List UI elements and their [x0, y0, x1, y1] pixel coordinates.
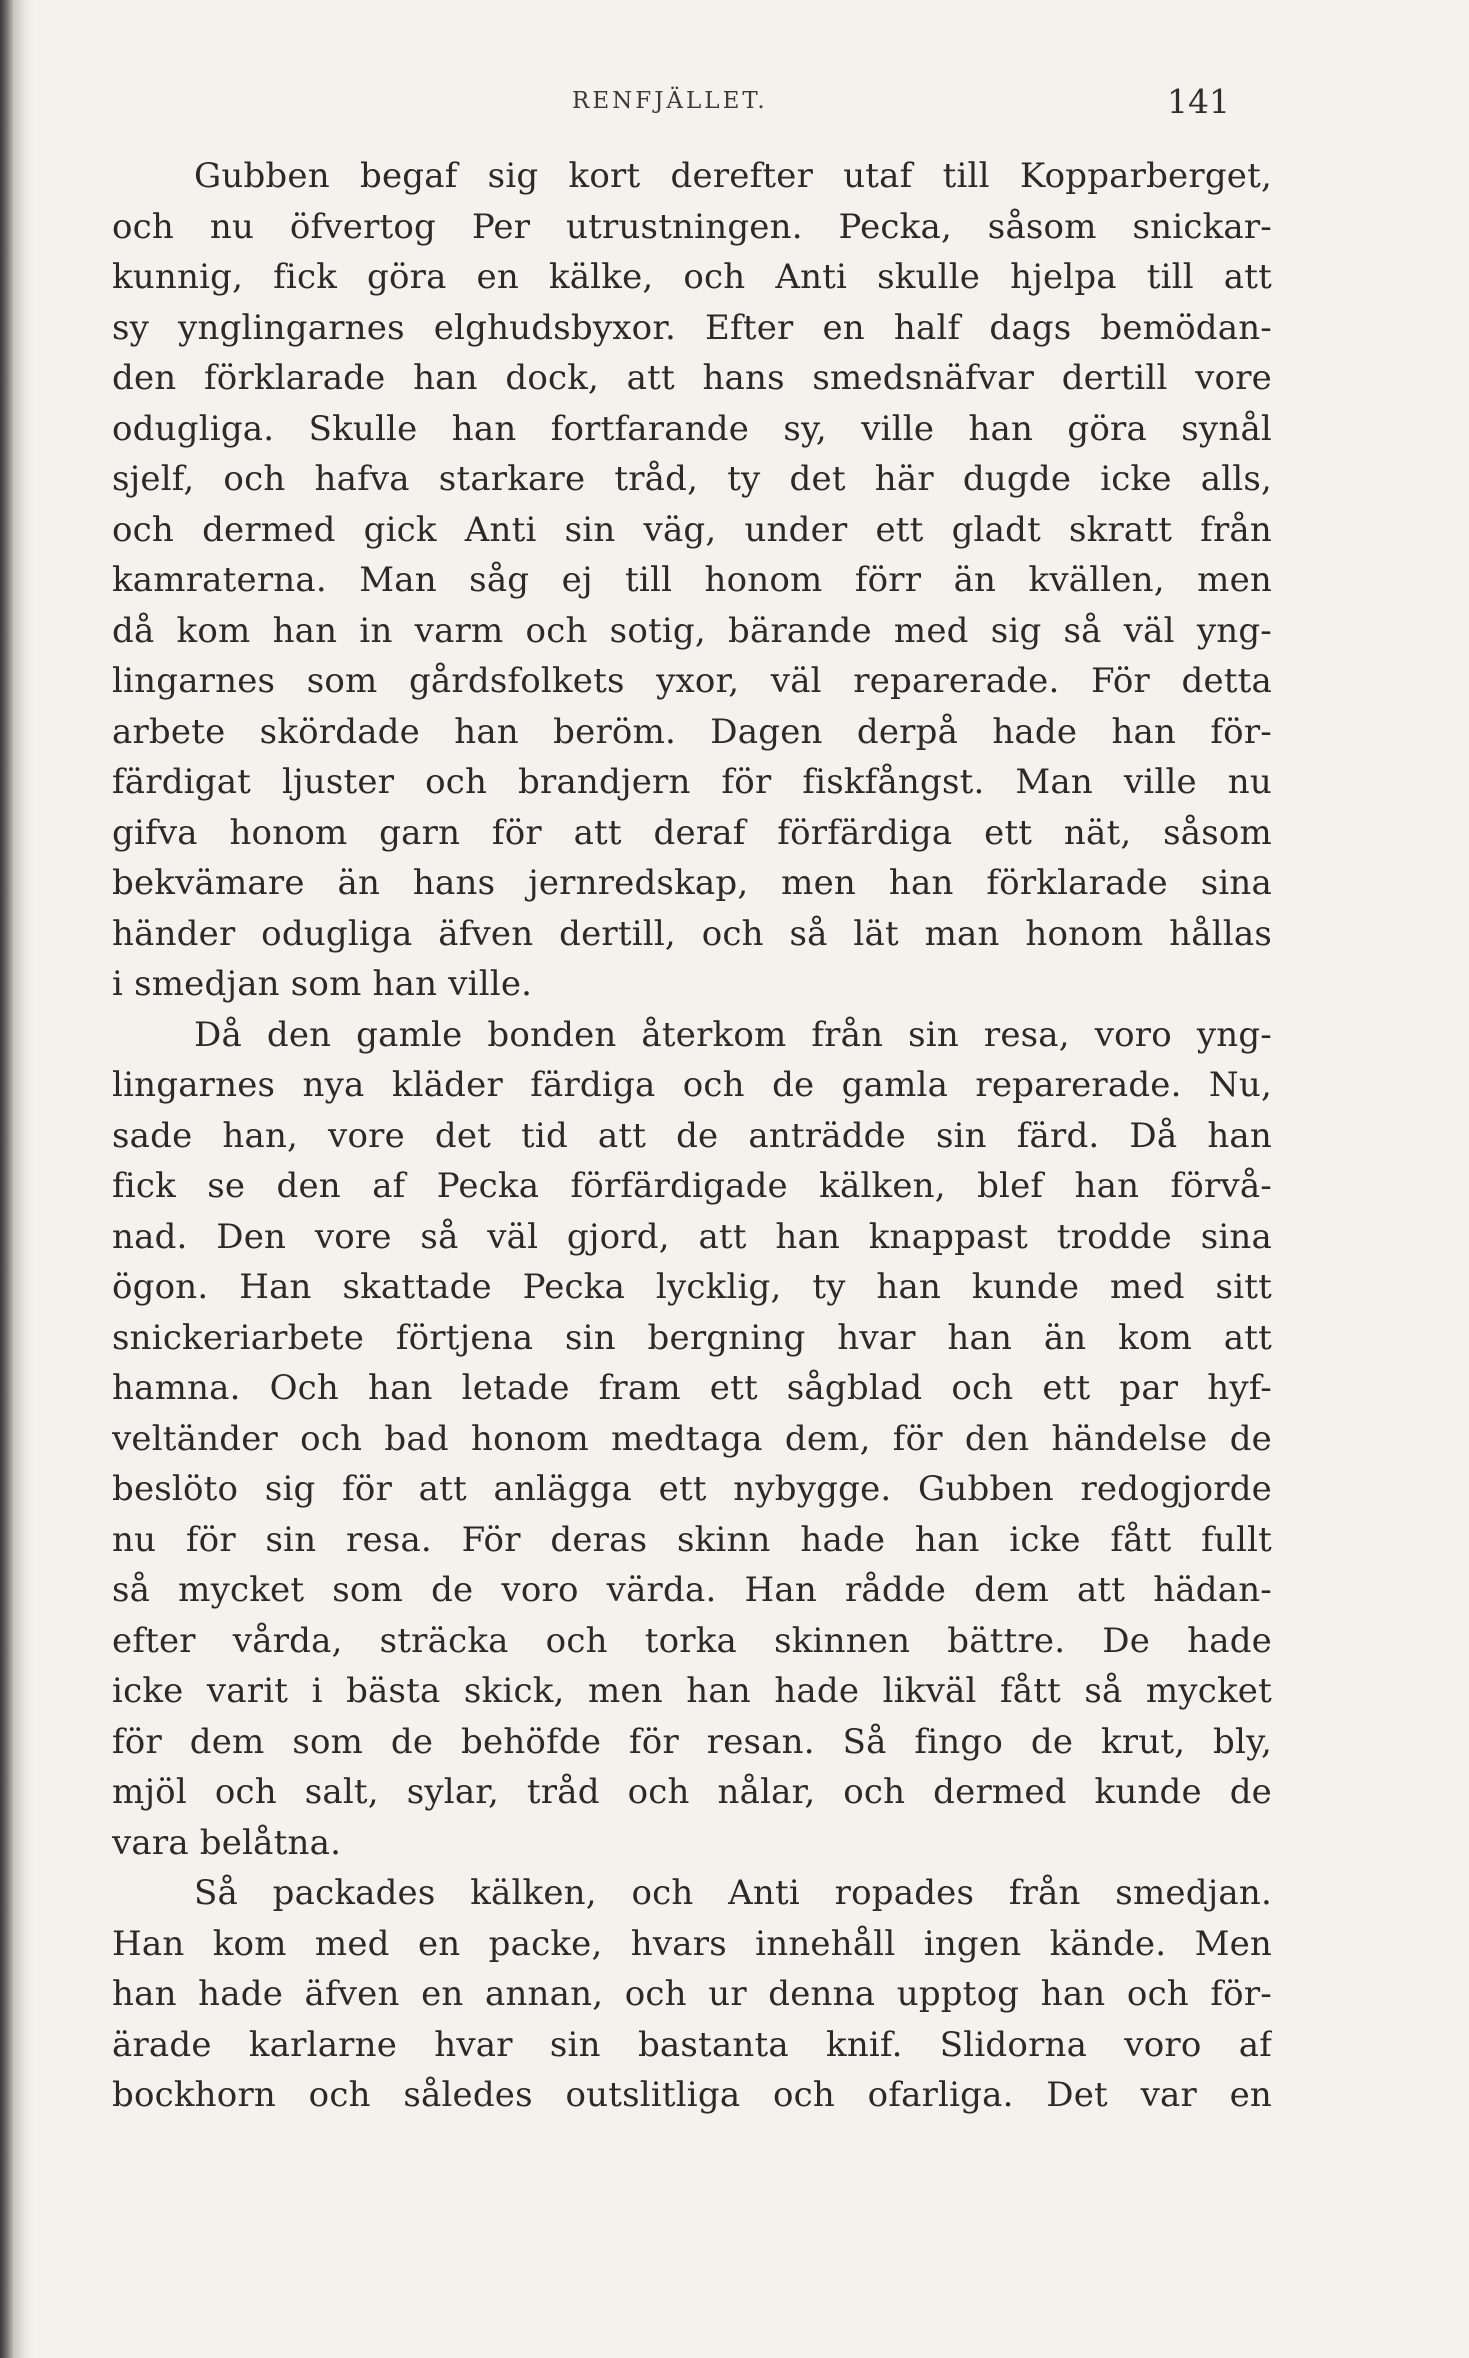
text-line: bekvämare än hans jernredskap, men han förklarade sina	[112, 863, 1272, 903]
text-line: snickeriarbete förtjena sin bergning hvar han än kom att	[112, 1317, 1272, 1358]
text-line: lingarnes som gårdsfolkets yxor, väl reparerade. För detta	[112, 661, 1272, 701]
text-line: vara belåtna.	[112, 1822, 342, 1863]
text-line: Då den gamle bonden återkom från sin resa, voro yng-	[194, 1014, 1272, 1055]
text-line: så mycket som de voro värda. Han rådde dem att hädan-	[112, 1570, 1272, 1610]
text-line: odugliga. Skulle han fortfarande sy, ville han göra synål	[112, 408, 1272, 449]
text-line: ögon. Han skattade Pecka lycklig, ty han kunde med sitt	[112, 1267, 1272, 1307]
text-line: för dem som de behöfde för resan. Så fingo de krut, bly,	[112, 1721, 1272, 1762]
text-line: färdigat ljuster och brandjern för fiskfångst. Man ville nu	[112, 762, 1272, 802]
text-line: bockhorn och således outslitliga och ofarliga. Det var en	[112, 2075, 1272, 2115]
text-line: icke varit i bästa skick, men han hade likväl fått så mycket	[112, 1671, 1272, 1711]
text-line: sade han, vore det tid att de anträdde sin färd. Då han	[112, 1115, 1272, 1156]
text-line: Så packades kälken, och Anti ropades från smedjan.	[194, 1873, 1272, 1913]
text-line: gifva honom garn för att deraf förfärdiga ett nät, såsom	[112, 812, 1272, 853]
text-line: han hade äfven en annan, och ur denna upptog han och för-	[112, 1974, 1272, 2014]
text-line: kunnig, fick göra en kälke, och Anti skulle hjelpa till att	[112, 257, 1272, 297]
text-line: och dermed gick Anti sin väg, under ett gladt skratt från	[112, 509, 1272, 550]
text-line: i smedjan som han ville.	[112, 964, 533, 1004]
book-binding-edge	[0, 0, 34, 2358]
body-text	[112, 151, 1272, 2121]
text-line: mjöl och salt, sylar, tråd och nålar, och dermed kunde de	[112, 1772, 1272, 1812]
text-line: och nu öfvertog Per utrustningen. Pecka, såsom snickar-	[112, 206, 1272, 247]
text-line: Han kom med en packe, hvars innehåll ingen kände. Men	[112, 1923, 1272, 1964]
text-line: arbete skördade han beröm. Dagen derpå hade han för-	[112, 711, 1272, 752]
page-number: 141	[1167, 82, 1230, 121]
text-line: efter vårda, sträcka och torka skinnen bättre. De hade	[112, 1620, 1272, 1661]
text-line: sy ynglingarnes elghudsbyxor. Efter en half dags bemödan-	[112, 307, 1272, 348]
text-line: kamraterna. Man såg ej till honom förr än kvällen, men	[112, 560, 1272, 600]
text-line: nu för sin resa. För deras skinn hade han icke fått fullt	[112, 1519, 1272, 1560]
text-line: veltänder och bad honom medtaga dem, för den händelse de	[112, 1418, 1272, 1459]
text-line: den förklarade han dock, att hans smedsnäfvar dertill vore	[112, 358, 1272, 398]
text-line: fick se den af Pecka förfärdigade kälken, blef han förvå-	[112, 1166, 1272, 1206]
text-line: ärade karlarne hvar sin bastanta knif. Slidorna voro af	[112, 2024, 1272, 2065]
running-title: RENFJÄLLET.	[572, 88, 768, 114]
text-line: beslöto sig för att anlägga ett nybygge. Gubben redogjorde	[112, 1469, 1272, 1509]
text-line: händer odugliga äfven dertill, och så lät man honom hållas	[112, 913, 1272, 954]
text-line: Gubben begaf sig kort derefter utaf till Kopparberget,	[194, 156, 1272, 196]
text-line: då kom han in varm och sotig, bärande med sig så väl yng-	[112, 610, 1272, 651]
page-header	[112, 82, 1272, 126]
text-line: nad. Den vore så väl gjord, att han knappast trodde sina	[112, 1216, 1272, 1257]
text-line: lingarnes nya kläder färdiga och de gamla reparerade. Nu,	[112, 1065, 1272, 1105]
text-line: sjelf, och hafva starkare tråd, ty det här dugde icke alls,	[112, 459, 1272, 499]
text-line: hamna. Och han letade fram ett sågblad och ett par hyf-	[112, 1368, 1272, 1408]
